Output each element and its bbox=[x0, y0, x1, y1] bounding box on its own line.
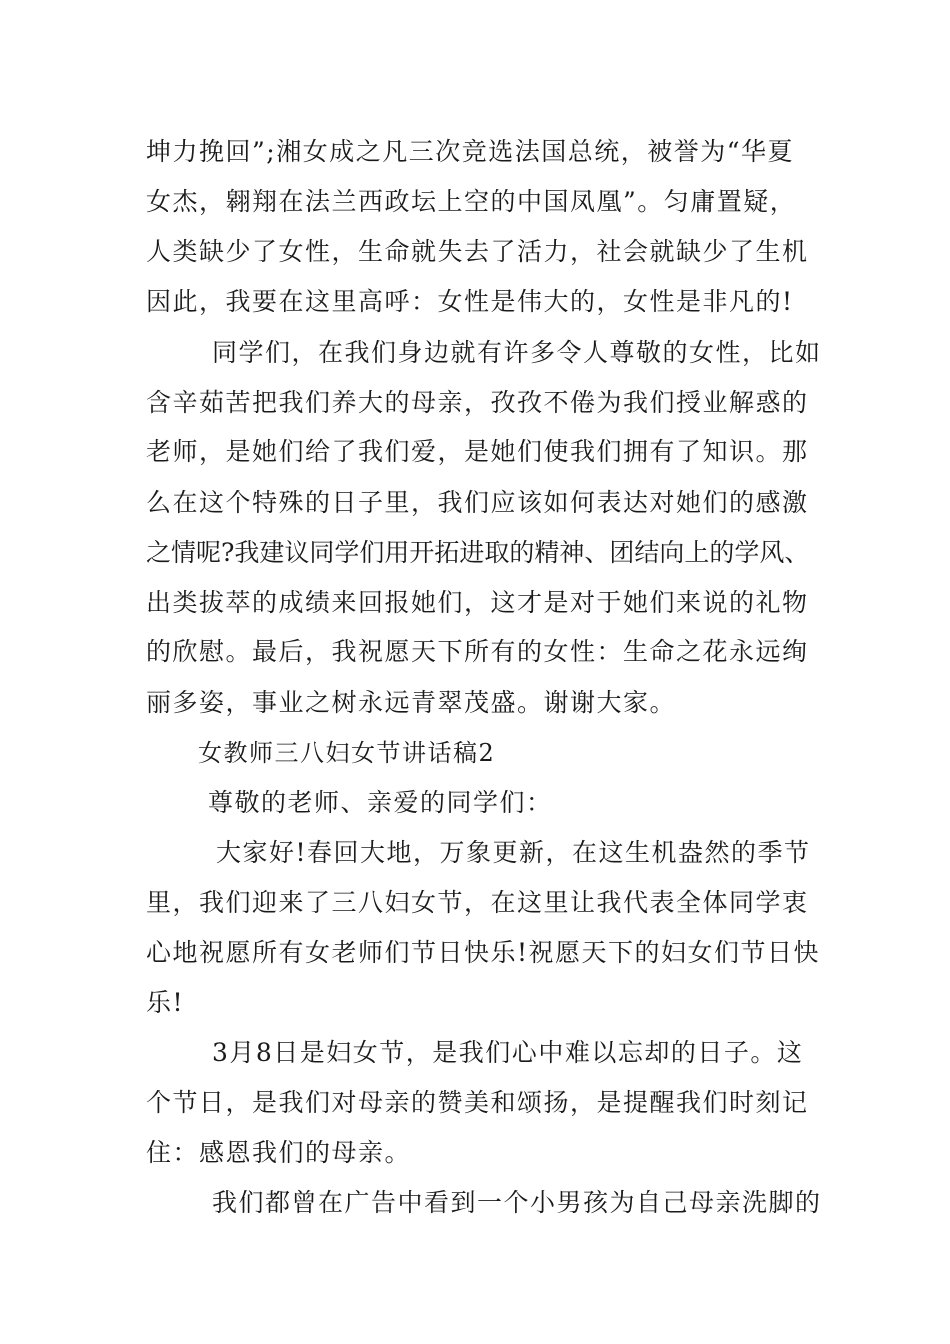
text-line: 出类拔萃的成绩来回报她们，这才是对于她们来说的礼物 bbox=[146, 588, 809, 617]
text-line: 乐! bbox=[146, 988, 185, 1017]
text-line: 心地祝愿所有女老师们节日快乐!祝愿天下的妇女们节日快 bbox=[146, 938, 821, 967]
text-line: 之情呢?我建议同学们用开拓进取的精神、团结向上的学风、 bbox=[146, 538, 810, 567]
text-line: 丽多姿，事业之树永远青翠茂盛。谢谢大家。 bbox=[146, 688, 677, 717]
paragraph-first-line: 3月8日是妇女节，是我们心中难以忘却的日子。这 bbox=[212, 1038, 804, 1067]
text-line: 的欣慰。最后，我祝愿天下所有的女性：生命之花永远绚 bbox=[146, 637, 809, 666]
section-heading: 女教师三八妇女节讲话稿2 bbox=[198, 739, 496, 767]
text-line: 因此，我要在这里高呼：女性是伟大的，女性是非凡的! bbox=[146, 287, 794, 316]
paragraph-first-line: 我们都曾在广告中看到一个小男孩为自己母亲洗脚的 bbox=[212, 1188, 822, 1217]
text-line: 么在这个特殊的日子里，我们应该如何表达对她们的感激 bbox=[146, 488, 809, 517]
text-line: 里，我们迎来了三八妇女节，在这里让我代表全体同学衷 bbox=[146, 888, 809, 917]
salutation: 尊敬的老师、亲爱的同学们： bbox=[208, 788, 553, 817]
text-line: 个节日，是我们对母亲的赞美和颂扬，是提醒我们时刻记 bbox=[146, 1088, 809, 1117]
text-line: 女杰，翱翔在法兰西政坛上空的中国凤凰”。匀庸置疑， bbox=[146, 187, 797, 216]
text-line: 老师，是她们给了我们爱，是她们使我们拥有了知识。那 bbox=[146, 437, 809, 466]
paragraph-first-line: 大家好!春回大地，万象更新，在这生机盎然的季节 bbox=[216, 838, 811, 867]
text-line: 住：感恩我们的母亲。 bbox=[146, 1138, 412, 1167]
text-line: 含辛茹苦把我们养大的母亲，孜孜不倦为我们授业解惑的 bbox=[146, 388, 809, 417]
text-line: 坤力挽回”;湘女成之凡三次竞选法国总统，被誉为“华夏 bbox=[146, 137, 794, 166]
text-line: 人类缺少了女性，生命就失去了活力，社会就缺少了生机 bbox=[146, 237, 809, 266]
paragraph-first-line: 同学们，在我们身边就有许多令人尊敬的女性，比如 bbox=[212, 338, 822, 367]
